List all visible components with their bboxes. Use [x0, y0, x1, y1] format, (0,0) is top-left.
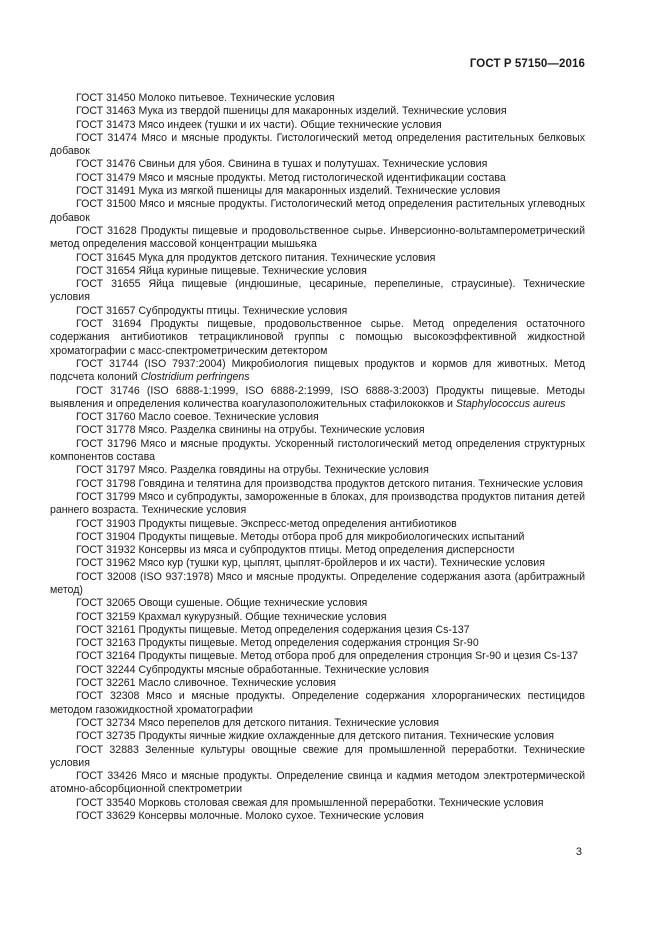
standard-entry-text: ГОСТ 32008 (ISO 937:1978) Мясо и мясные продукты. Определение содержания азота (арбитражный метод)	[50, 570, 585, 596]
standard-entry-text: ГОСТ 32244 Субпродукты мясные обработанные. Технические условия	[76, 663, 430, 676]
standard-entry-text: ГОСТ 31655 Яйца пищевые (индюшиные, цесариные, перепелиные, страусиные). Технические условия	[50, 278, 585, 304]
standard-entry	[50, 358, 585, 385]
standard-entry	[50, 119, 585, 132]
standard-entry-text: ГОСТ 31654 Яйца куриные пищевые. Технические условия	[76, 264, 367, 277]
standard-entry	[50, 717, 585, 730]
standard-entry	[50, 252, 585, 265]
document-code-header: ГОСТ Р 57150—2016	[469, 58, 585, 70]
page-number: 3	[575, 846, 582, 858]
standard-entry	[50, 677, 585, 690]
standard-entry	[50, 624, 585, 637]
standard-entry	[50, 305, 585, 318]
standard-entry	[50, 464, 585, 477]
standard-entry-text: ГОСТ 32164 Продукты пищевые. Метод отбора проб для определения стронция Sr-90 и цезия Cs-137	[76, 650, 579, 663]
standard-entry	[50, 744, 585, 771]
standard-entry	[50, 411, 585, 424]
standard-entry	[50, 385, 585, 412]
standard-entry	[50, 491, 585, 518]
standard-entry-text: ГОСТ 32261 Масло сливочное. Технические условия	[76, 677, 337, 690]
standard-entry	[50, 92, 585, 105]
standard-entry-text: ГОСТ 31799 Мясо и субпродукты, замороженные в блоках, для производства продуктов питания детей раннего возраста. Технические условия	[50, 490, 585, 517]
standard-entry-text: ГОСТ 32308 Мясо и мясные продукты. Определение содержания хлорорганических пестицидов методом газожидкостной хроматографии	[50, 690, 585, 716]
standard-entry	[50, 278, 585, 305]
standard-entry-text: ГОСТ 32883 Зеленные культуры овощные свежие для промышленной переработки. Технические условия	[50, 743, 585, 769]
standard-entry	[50, 664, 585, 677]
standard-entry	[50, 265, 585, 278]
standard-entry-text: ГОСТ 31932 Консервы из мяса и субпродуктов птицы. Метод определения дисперсности	[76, 544, 515, 557]
standard-entry	[50, 225, 585, 252]
standard-entry	[50, 172, 585, 185]
standard-entry-text: ГОСТ 32065 Овощи сушеные. Общие технические условия	[76, 597, 368, 610]
standard-entry	[50, 730, 585, 743]
organism-name: Clostridium perfringens	[140, 371, 250, 384]
standard-entry-text: ГОСТ 31796 Мясо и мясные продукты. Ускоренный гистологический метод определения структурных компонентов состава	[50, 437, 585, 464]
organism-name: Staphylococcus aureus	[455, 397, 566, 410]
standard-entry-text: ГОСТ 31473 Мясо индеек (тушки и их части). Общие технические условия	[76, 118, 442, 131]
standards-list	[50, 92, 585, 823]
standard-entry-text: ГОСТ 32735 Продукты яичные жидкие охлажденные для детского питания. Технические условия	[76, 730, 555, 743]
standard-entry-text: ГОСТ 31798 Говядина и телятина для производства продуктов детского питания. Технические условия	[76, 477, 584, 490]
standard-entry	[50, 132, 585, 159]
standard-entry-text: ГОСТ 31463 Мука из твердой пшеницы для макаронных изделий. Технические условия	[76, 105, 507, 118]
standard-entry	[50, 424, 585, 437]
standard-entry	[50, 478, 585, 491]
standard-entry-text: ГОСТ 32734 Мясо перепелов для детского питания. Технические условия	[76, 716, 439, 729]
standard-entry-text: ГОСТ 31474 Мясо и мясные продукты. Гистологический метод определения растительных белковых добавок	[50, 131, 585, 158]
standard-entry	[50, 158, 585, 171]
standard-entry-text: ГОСТ 31778 Мясо. Разделка свинины на отрубы. Технические условия	[76, 424, 425, 437]
standard-entry	[50, 797, 585, 810]
standard-entry-text: ГОСТ 31746 (ISO 6888-1:1999, ISO 6888-2:1999, ISO 6888-3:2003) Продукты пищевые. Методы выявления и определения количества коагулазоположительных стафилококков и	[50, 384, 585, 410]
standard-entry-text: ГОСТ 33540 Морковь столовая свежая для промышленной переработки. Технические условия	[76, 796, 544, 809]
standard-entry	[50, 597, 585, 610]
standard-entry	[50, 611, 585, 624]
standard-entry	[50, 438, 585, 465]
standard-entry	[50, 198, 585, 225]
standard-entry	[50, 637, 585, 650]
standard-entry	[50, 690, 585, 717]
standard-entry-text: ГОСТ 33426 Мясо и мясные продукты. Определение свинца и кадмия методом электротермической атомно-абсорбционной спектрометрии	[50, 770, 585, 796]
standard-entry-text: ГОСТ 31657 Субпродукты птицы. Технические условия	[76, 304, 348, 317]
standard-entry-text: ГОСТ 33629 Консервы молочные. Молоко сухое. Технические условия	[76, 810, 424, 823]
standard-entry-text: ГОСТ 32159 Крахмал кукурузный. Общие технические условия	[76, 610, 387, 623]
standard-entry-text: ГОСТ 31903 Продукты пищевые. Экспресс-метод определения антибиотиков	[76, 517, 457, 530]
standard-entry	[50, 544, 585, 557]
standard-entry-text: ГОСТ 31479 Мясо и мясные продукты. Метод гистологической идентификации состава	[76, 171, 506, 184]
standard-entry-text: ГОСТ 31628 Продукты пищевые и продовольственное сырье. Инверсионно-вольтамперометрический метод определения массовой концентрации мышьяка	[50, 224, 585, 251]
standard-entry-text: ГОСТ 31962 Мясо кур (тушки кур, цыплят, цыплят-бройлеров и их части). Технические условия	[76, 557, 545, 570]
standard-entry-text: ГОСТ 32161 Продукты пищевые. Метод определения содержания цезия Cs-137	[76, 623, 470, 636]
standard-entry	[50, 185, 585, 198]
standard-entry-text: ГОСТ 31797 Мясо. Разделка говядины на отрубы. Технические условия	[76, 464, 429, 477]
standard-entry-text: ГОСТ 32163 Продукты пищевые. Метод определения содержания стронция Sr-90	[76, 637, 479, 650]
standard-entry-text: ГОСТ 31476 Свиньи для убоя. Свинина в тушах и полутушах. Технические условия	[76, 158, 488, 171]
standard-entry-text: ГОСТ 31491 Мука из мягкой пшеницы для макаронных изделий. Технические условия	[76, 185, 501, 198]
standard-entry	[50, 318, 585, 358]
standard-entry	[50, 105, 585, 118]
standard-entry	[50, 650, 585, 663]
standard-entry	[50, 518, 585, 531]
standard-entry-text: ГОСТ 31904 Продукты пищевые. Методы отбора проб для микробиологических испытаний	[76, 530, 525, 543]
standard-entry-text: ГОСТ 31450 Молоко питьевое. Технические условия	[76, 92, 335, 104]
standard-entry-text: ГОСТ 31645 Мука для продуктов детского питания. Технические условия	[76, 251, 436, 264]
standard-entry-text: ГОСТ 31500 Мясо и мясные продукты. Гистологический метод определения растительных углеводных добавок	[50, 198, 585, 224]
standard-entry	[50, 557, 585, 570]
standard-entry	[50, 810, 585, 823]
standard-entry-text: ГОСТ 31694 Продукты пищевые, продовольственное сырье. Метод определения остаточного содержания антибиотиков тетрациклиновой группы с помощью высокоэффективной жидкостной хроматографии с масс-спектрометрическим детектором	[50, 318, 585, 357]
standard-entry	[50, 770, 585, 797]
standard-entry-text: ГОСТ 31760 Масло соевое. Технические условия	[76, 411, 319, 424]
standard-entry-text: ГОСТ 31744 (ISO 7937:2004) Микробиология пищевых продуктов и кормов для животных. Метод подсчета колоний	[50, 357, 585, 384]
standard-entry	[50, 571, 585, 598]
standard-entry	[50, 531, 585, 544]
